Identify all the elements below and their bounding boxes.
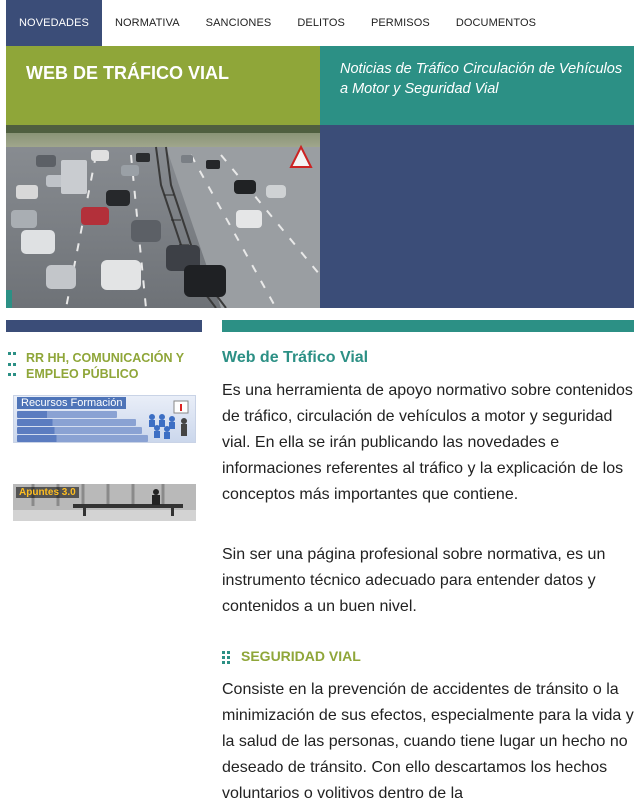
- apuntes-banner[interactable]: [13, 484, 196, 521]
- bullet-dots-icon: [222, 651, 230, 664]
- hero-color-panel: [320, 125, 634, 308]
- nav-item-novedades[interactable]: NOVEDADES: [6, 0, 102, 46]
- site-title[interactable]: WEB DE TRÁFICO VIAL: [26, 63, 229, 83]
- seguridad-vial-paragraph: Consiste en la prevención de accidentes de tránsito o la minimización de sus efectos, especialmente para la vida y la salud de las personas, cuando tiene lugar un hecho no deseado de tránsito. Con ello descartamos los hechos voluntarios o volitivos dentro de la: [222, 681, 634, 802]
- recursos-formacion-banner[interactable]: [13, 395, 196, 443]
- meeting-people-icon: [144, 399, 192, 439]
- section-heading-seguridad-vial: [222, 648, 361, 664]
- nav-item-delitos[interactable]: DELITOS: [297, 17, 345, 29]
- highway-traffic-photo: [6, 125, 320, 308]
- nav-item-permisos[interactable]: PERMISOS: [370, 17, 430, 29]
- site-title-block: [6, 46, 320, 125]
- article-title: Web de Tráfico Vial: [222, 349, 369, 366]
- nav-item-documentos[interactable]: DOCUMENTOS: [455, 17, 537, 29]
- second-paragraph: Sin ser una página profesional sobre normativa, es un instrumento técnico adecuado para entender datos y contenidos a un buen nivel.: [222, 546, 606, 615]
- nav-item-normativa[interactable]: NORMATIVA: [114, 17, 180, 29]
- tagline-block: [320, 46, 634, 125]
- site-tagline: Noticias de Tráfico Circulación de Vehículos a Motor y Seguridad Vial: [340, 61, 623, 97]
- sidebar-heading-text: RR HH, COMUNICACIÓN Y EMPLEO PÚBLICO: [26, 351, 184, 381]
- accent-strip: [6, 290, 12, 308]
- sidebar-header-bar: [6, 320, 202, 332]
- intro-paragraph: Es una herramienta de apoyo normativo sobre contenidos de tráfico, circulación de vehículos a motor y seguridad vial. En ella se irán publicando las novedades e informaciones referentes al tráfico y la explicación de los conceptos más importantes que contiene.: [222, 382, 633, 503]
- section-heading-text: SEGURIDAD VIAL: [241, 648, 361, 664]
- bullet-dots-icon: [8, 352, 16, 382]
- main-nav: [6, 0, 634, 46]
- banner2-label: Apuntes 3.0: [16, 487, 79, 498]
- content-header-bar: [222, 320, 634, 332]
- sidebar-heading: [8, 350, 202, 382]
- banner1-title: Recursos Formación: [17, 397, 126, 409]
- banner1-menu-lines: [17, 411, 142, 443]
- nav-item-sanciones[interactable]: SANCIONES: [205, 17, 272, 29]
